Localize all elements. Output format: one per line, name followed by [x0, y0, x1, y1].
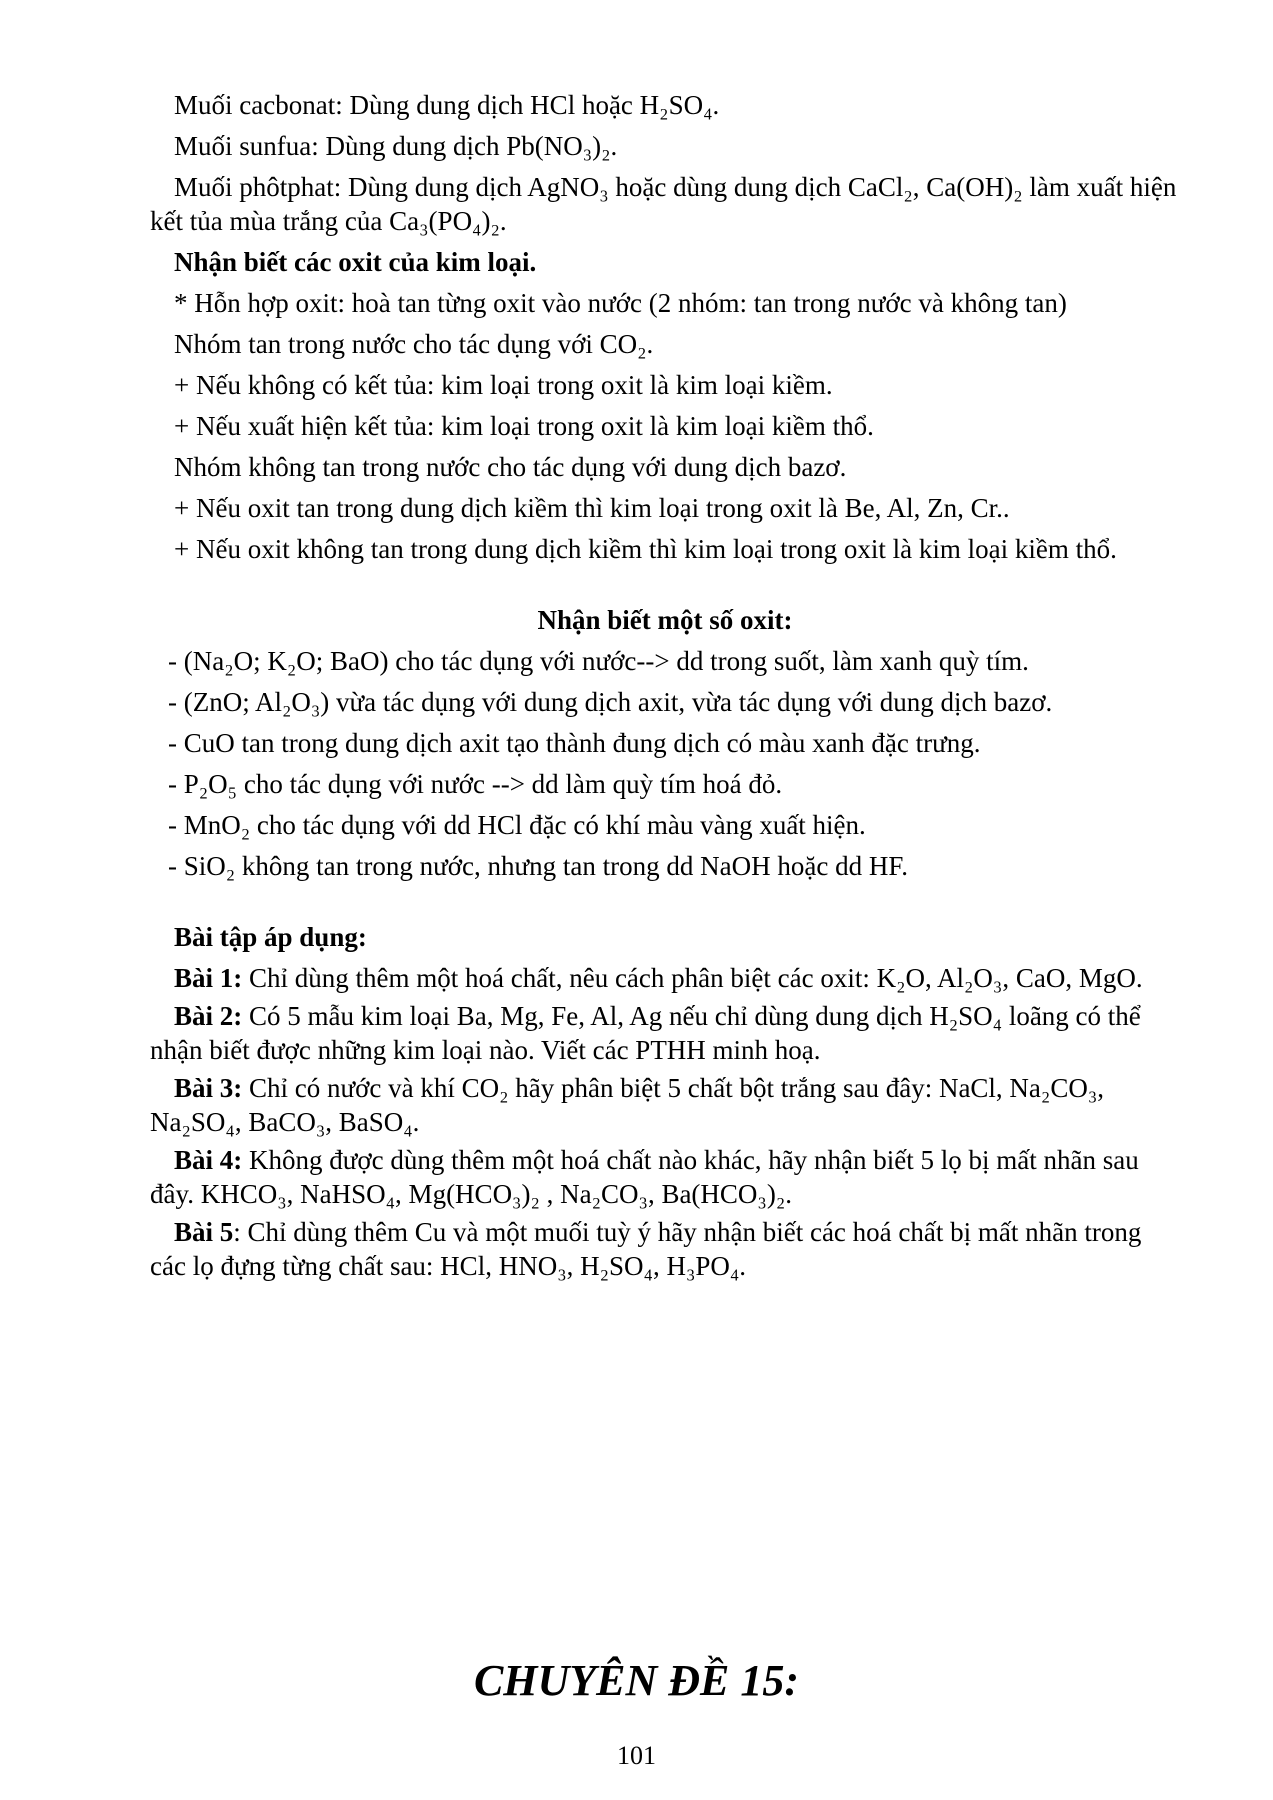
- exercise-text: Không được dùng thêm một hoá chất nào khác, hãy nhận biết 5 lọ bị mất nhãn sau đây. KHCO₃, NaHSO₄, Mg(HCO₃)₂ , Na₂CO₃, Ba(HCO₃)₂.: [150, 1145, 1139, 1209]
- exercise-label: Bài 2:: [174, 1001, 243, 1031]
- spacer: [150, 573, 1180, 603]
- metal-oxides-line: Nhóm tan trong nước cho tác dụng với CO₂.: [174, 329, 654, 359]
- some-oxides-line: - (ZnO; Al₂O₃) vừa tác dụng với dung dịch axit, vừa tác dụng với dung dịch bazơ.: [168, 687, 1053, 717]
- exercise-text: Chỉ dùng thêm một hoá chất, nêu cách phân biệt các oxit: K₂O, Al₂O₃, CaO, MgO.: [242, 963, 1143, 993]
- spacer: [150, 890, 1180, 920]
- salt-sunfua-text: Muối sunfua: Dùng dung dịch Pb(NO₃)₂.: [174, 131, 618, 161]
- exercise-item: [150, 961, 1180, 995]
- page-number: 101: [617, 1741, 656, 1770]
- document-body: [150, 88, 1180, 1287]
- chapter-title: CHUYÊN ĐỀ 15:: [473, 1656, 800, 1705]
- some-oxides-line: - MnO₂ cho tác dụng với dd HCl đặc có khí màu vàng xuất hiện.: [168, 810, 866, 840]
- exercises-heading: Bài tập áp dụng:: [174, 922, 367, 952]
- exercise-item: [150, 1071, 1180, 1139]
- exercise-label: Bài 1:: [174, 963, 243, 993]
- exercise-item: [150, 999, 1180, 1067]
- metal-oxides-line: + Nếu oxit tan trong dung dịch kiềm thì kim loại trong oxit là Be, Al, Zn, Cr..: [174, 493, 1010, 523]
- some-oxides-line: - CuO tan trong dung dịch axit tạo thành đung dịch có màu xanh đặc trưng.: [168, 728, 981, 758]
- salt-cacbonat-text: Muối cacbonat: Dùng dung dịch HCl hoặc H₂SO₄.: [174, 90, 720, 120]
- metal-oxides-line: * Hỗn hợp oxit: hoà tan từng oxit vào nước (2 nhóm: tan trong nước và không tan): [174, 288, 1067, 318]
- metal-oxides-line: Nhóm không tan trong nước cho tác dụng với dung dịch bazơ.: [174, 452, 847, 482]
- exercise-label: Bài 3:: [174, 1073, 243, 1103]
- exercise-item: [150, 1215, 1180, 1283]
- metal-oxides-line: + Nếu xuất hiện kết tủa: kim loại trong oxit là kim loại kiềm thổ.: [174, 411, 874, 441]
- some-oxides-line: - SiO₂ không tan trong nước, nhưng tan trong dd NaOH hoặc dd HF.: [168, 851, 908, 881]
- salt-photphat-text: Muối phôtphat: Dùng dung dịch AgNO₃ hoặc dùng dung dịch CaCl₂, Ca(OH)₂ làm xuất hiện kết tủa mùa trắng của Ca₃(PO₄)₂.: [150, 172, 1177, 236]
- metal-oxides-line: + Nếu không có kết tủa: kim loại trong oxit là kim loại kiềm.: [174, 370, 833, 400]
- exercise-text: Có 5 mẫu kim loại Ba, Mg, Fe, Al, Ag nếu chỉ dùng dung dịch H₂SO₄ loãng có thể nhận biết được những kim loại nào. Viết các PTHH minh hoạ.: [150, 1001, 1141, 1065]
- exercise-label: Bài 4:: [174, 1145, 243, 1175]
- some-oxides-heading: Nhận biết một số oxit:: [537, 605, 793, 635]
- metal-oxides-heading: Nhận biết các oxit của kim loại.: [174, 247, 537, 277]
- exercise-label: Bài 5: [174, 1217, 234, 1247]
- some-oxides-line: - (Na₂O; K₂O; BaO) cho tác dụng với nước--> dd trong suốt, làm xanh quỳ tím.: [168, 646, 1029, 676]
- exercise-item: [150, 1143, 1180, 1211]
- some-oxides-line: - P₂O₅ cho tác dụng với nước --> dd làm quỳ tím hoá đỏ.: [168, 769, 783, 799]
- metal-oxides-line: + Nếu oxit không tan trong dung dịch kiềm thì kim loại trong oxit là kim loại kiềm thổ.: [174, 534, 1117, 564]
- exercise-text: : Chỉ dùng thêm Cu và một muối tuỳ ý hãy nhận biết các hoá chất bị mất nhãn trong các lọ đựng từng chất sau: HCl, HNO₃, H₂SO₄, H₃PO₄.: [150, 1217, 1142, 1281]
- exercise-text: Chỉ có nước và khí CO₂ hãy phân biệt 5 chất bột trắng sau đây: NaCl, Na₂CO₃, Na₂SO₄, BaCO₃, BaSO₄.: [150, 1073, 1104, 1137]
